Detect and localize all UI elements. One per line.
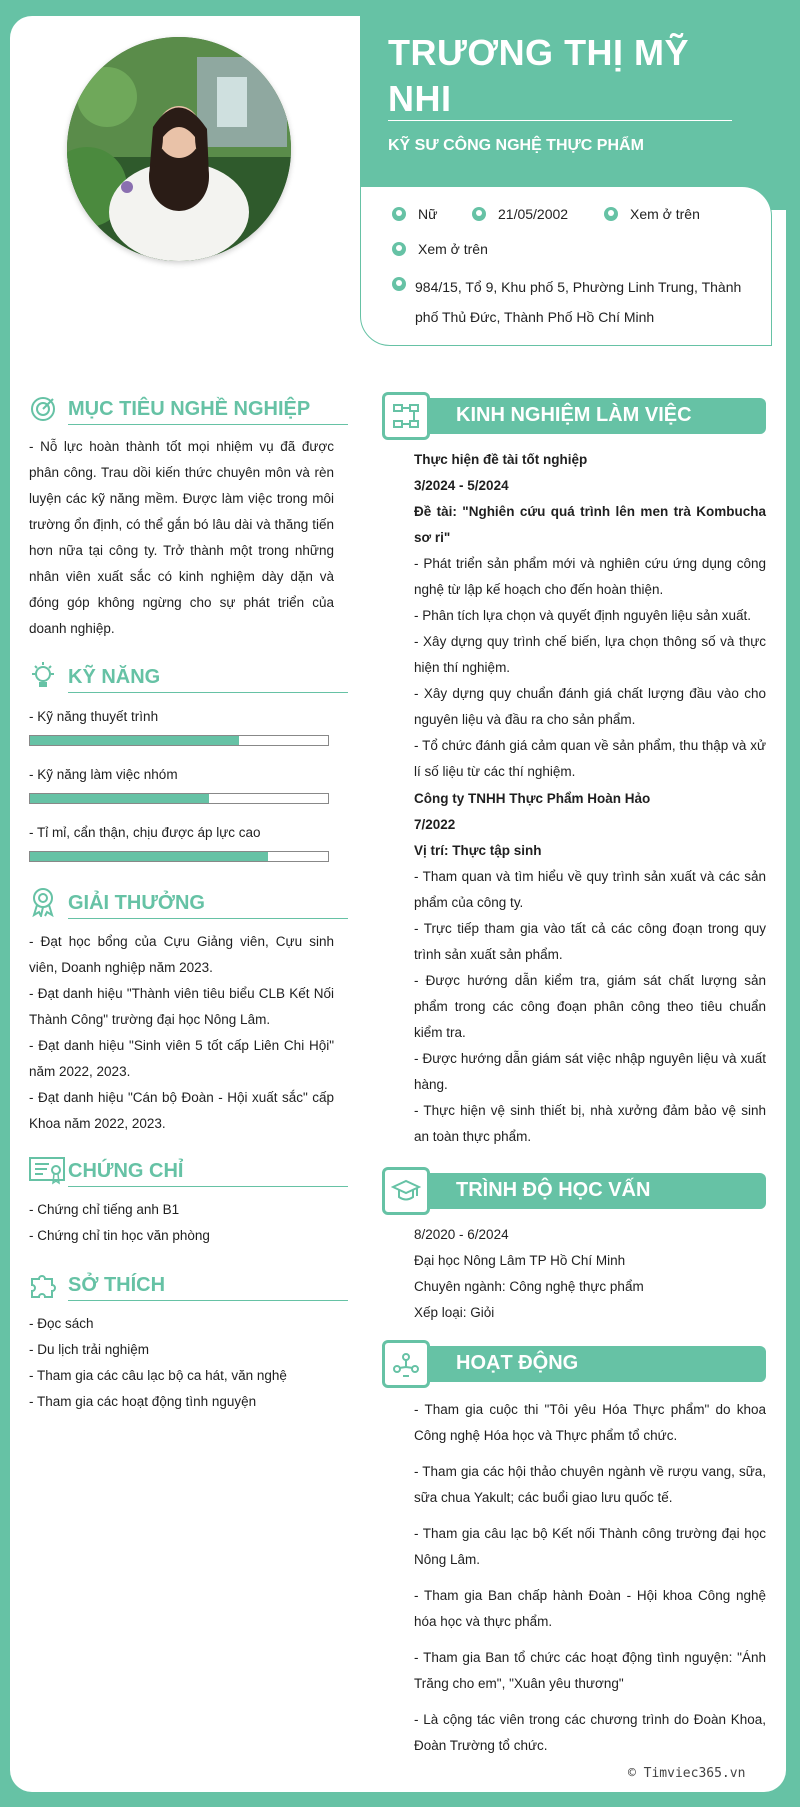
mail-icon <box>392 242 406 256</box>
skills-underline <box>68 692 348 693</box>
hobbies-underline <box>68 1300 348 1301</box>
hobbies-list <box>29 1311 334 1415</box>
name-divider <box>388 120 732 121</box>
job-task: - Phát triển sản phẩm mới và nghiên cứu ứng dụng công nghệ từ lập kế hoạch cho đến hoàn thiện. <box>414 556 766 597</box>
job-task: - Tổ chức đánh giá cảm quan về sản phẩm, thu thập và xử lí số liệu từ các thí nghiệm. <box>414 738 766 779</box>
award-item: - Đạt danh hiệu "Cán bộ Đoàn - Hội xuất sắc" cấp Khoa năm 2022, 2023. <box>29 1090 334 1131</box>
hobbies-title: SỞ THÍCH <box>68 1274 166 1296</box>
activity-item: - Tham gia Ban tổ chức các hoạt động tình nguyện: "Ánh Trăng cho em", "Xuân yêu thương" <box>414 1650 766 1691</box>
candidate-title: KỸ SƯ CÔNG NGHỆ THỰC PHẨM <box>388 137 644 154</box>
job-task: - Được hướng dẫn kiểm tra, giám sát chất lượng sản phẩm trong các công đoạn phân công theo tiêu chuẩn kiểm tra. <box>414 973 766 1040</box>
activity-item: - Tham gia các hội thảo chuyên ngành về rượu vang, sữa, sữa chua Yakult; các buổi giao lưu quốc tế. <box>414 1464 766 1505</box>
job-task: - Được hướng dẫn giám sát việc nhập nguyên liệu và xuất hàng. <box>414 1051 766 1092</box>
certificate-item: - Chứng chỉ tiếng anh B1 <box>29 1202 180 1217</box>
awards-list <box>29 929 334 1137</box>
avatar <box>67 37 291 261</box>
hobby-item: - Du lịch trải nghiệm <box>29 1342 150 1357</box>
skill-bar <box>29 793 329 804</box>
skill-bar <box>29 851 329 862</box>
gender-row <box>392 206 437 222</box>
certificate-icon <box>29 1157 65 1185</box>
puzzle-icon <box>30 1271 58 1299</box>
award-item: - Đạt danh hiệu "Sinh viên 5 tốt cấp Liên Chi Hội" năm 2022, 2023. <box>29 1038 334 1079</box>
job-task: - Xây dựng quy trình chế biến, lựa chọn thông số và thực hiện thí nghiệm. <box>414 634 766 675</box>
home-icon <box>392 277 406 291</box>
job-period: 3/2024 - 5/2024 <box>414 478 509 493</box>
education-title: TRÌNH ĐỘ HỌC VẤN <box>456 1179 651 1201</box>
experience-icon-box <box>382 392 430 440</box>
skill-label: - Tỉ mỉ, cẩn thận, chịu được áp lực cao <box>29 825 261 840</box>
experience-title: KINH NGHIỆM LÀM VIỆC <box>456 404 692 426</box>
workflow-icon <box>392 402 420 430</box>
education-icon-box <box>382 1167 430 1215</box>
job-heading: Thực hiện đề tài tốt nghiệp <box>414 452 588 467</box>
birthday-value: 21/05/2002 <box>498 206 569 222</box>
objective-text: - Nỗ lực hoàn thành tốt mọi nhiệm vụ đã được phân công. Trau dồi kiến thức chuyên môn và rèn luyện các kỹ năng mềm. Được làm việc trong môi trường ổn định, có thể gắn bó lâu dài và thăng tiến hơn nữa tại công ty. Trở thành một trong những nhân viên xuất sắc có kinh nghiệm dày dặn và đóng góp không ngừng cho sự phát triển của doanh nghiệp. <box>29 439 334 636</box>
activity-item: - Tham gia Ban chấp hành Đoàn - Hội khoa Công nghệ hóa học và thực phẩm. <box>414 1588 766 1629</box>
experience-list <box>414 447 766 1150</box>
skill-bar-fill <box>30 794 209 803</box>
birthday-row <box>472 206 568 222</box>
address-value: 984/15, Tổ 9, Khu phố 5, Phường Linh Trung, Thành phố Thủ Đức, Thành Phố Hồ Chí Minh <box>415 279 742 325</box>
portrait-photo <box>67 37 291 261</box>
job-task: - Phân tích lựa chọn và quyết định nguyên liệu sản xuất. <box>414 608 752 623</box>
activities-icon-box <box>382 1340 430 1388</box>
job-task: - Xây dựng quy chuẩn đánh giá chất lượng đầu vào cho nguyên liệu và đầu ra cho sản phẩm. <box>414 686 766 727</box>
email-row <box>392 241 488 257</box>
activity-item: - Tham gia câu lạc bộ Kết nối Thành công trường đại học Nông Lâm. <box>414 1526 766 1567</box>
hobby-item: - Tham gia các hoạt động tình nguyện <box>29 1394 257 1409</box>
job-role: Đề tài: "Nghiên cứu quá trình lên men trà Kombucha sơ ri" <box>414 504 766 545</box>
award-item: - Đạt học bổng của Cựu Giảng viên, Cựu sinh viên, Doanh nghiệp năm 2023. <box>29 934 334 975</box>
activity-item: - Là cộng tác viên trong các chương trình do Đoàn Khoa, Đoàn Trường tổ chức. <box>414 1712 766 1753</box>
skills-title: KỸ NĂNG <box>68 666 161 688</box>
activities-list <box>414 1397 766 1769</box>
activities-title: HOẠT ĐỘNG <box>456 1352 579 1374</box>
gender-value: Nữ <box>418 206 438 222</box>
skill-bar-fill <box>30 736 239 745</box>
award-item: - Đạt danh hiệu "Thành viên tiêu biểu CLB Kết Nối Thành Công" trường đại học Nông Lâm. <box>29 986 334 1027</box>
job-heading: Công ty TNHH Thực Phẩm Hoàn Hảo <box>414 791 651 806</box>
footer-watermark: © Timviec365.vn <box>628 1766 746 1781</box>
skill-bar <box>29 735 329 746</box>
medal-icon <box>30 887 56 917</box>
hobby-item: - Đọc sách <box>29 1316 94 1331</box>
job-task: - Thực hiện vệ sinh thiết bị, nhà xưởng đảm bảo vệ sinh an toàn thực phẩm. <box>414 1103 766 1144</box>
hobby-item: - Tham gia các câu lạc bộ ca hát, văn nghệ <box>29 1368 287 1383</box>
lightbulb-icon <box>30 662 56 690</box>
education-major: Chuyên ngành: Công nghệ thực phẩm <box>414 1279 644 1294</box>
education-grade: Xếp loại: Giỏi <box>414 1305 495 1320</box>
job-period: 7/2022 <box>414 817 456 832</box>
phone-value: Xem ở trên <box>630 206 700 222</box>
graduation-cap-icon <box>391 1178 421 1204</box>
phone-row <box>604 206 700 222</box>
phone-icon <box>604 207 618 221</box>
candidate-name: TRƯƠNG THỊ MỸ NHI <box>388 32 690 119</box>
education-school: Đại học Nông Lâm TP Hồ Chí Minh <box>414 1253 626 1268</box>
skill-label: - Kỹ năng làm việc nhóm <box>29 767 178 782</box>
certificates-title: CHỨNG CHỈ <box>68 1160 184 1182</box>
job-task: - Tham quan và tìm hiểu về quy trình sản xuất và các sản phẩm của công ty. <box>414 869 766 910</box>
objective-underline <box>68 424 348 425</box>
certificate-item: - Chứng chỉ tin học văn phòng <box>29 1228 210 1243</box>
objective-title: MỤC TIÊU NGHỀ NGHIỆP <box>68 398 311 420</box>
activity-item: - Tham gia cuộc thi "Tôi yêu Hóa Thực phẩm" do khoa Công nghệ Hóa học và Thực phẩm tổ chức. <box>414 1402 766 1443</box>
calendar-icon <box>472 207 486 221</box>
skill-label: - Kỹ năng thuyết trình <box>29 709 159 724</box>
education-period: 8/2020 - 6/2024 <box>414 1227 509 1242</box>
target-icon <box>30 396 56 422</box>
skill-bar-fill <box>30 852 268 861</box>
job-task: - Trực tiếp tham gia vào tất cả các công đoạn trong quy trình sản xuất sản phẩm. <box>414 921 766 962</box>
education-details <box>414 1222 766 1326</box>
certificates-underline <box>68 1186 348 1187</box>
certificates-list <box>29 1197 334 1249</box>
awards-underline <box>68 918 348 919</box>
email-value: Xem ở trên <box>418 241 488 257</box>
job-role: Vị trí: Thực tập sinh <box>414 843 542 858</box>
awards-title: GIẢI THƯỞNG <box>68 892 205 914</box>
people-network-icon <box>391 1349 421 1379</box>
person-icon <box>392 207 406 221</box>
